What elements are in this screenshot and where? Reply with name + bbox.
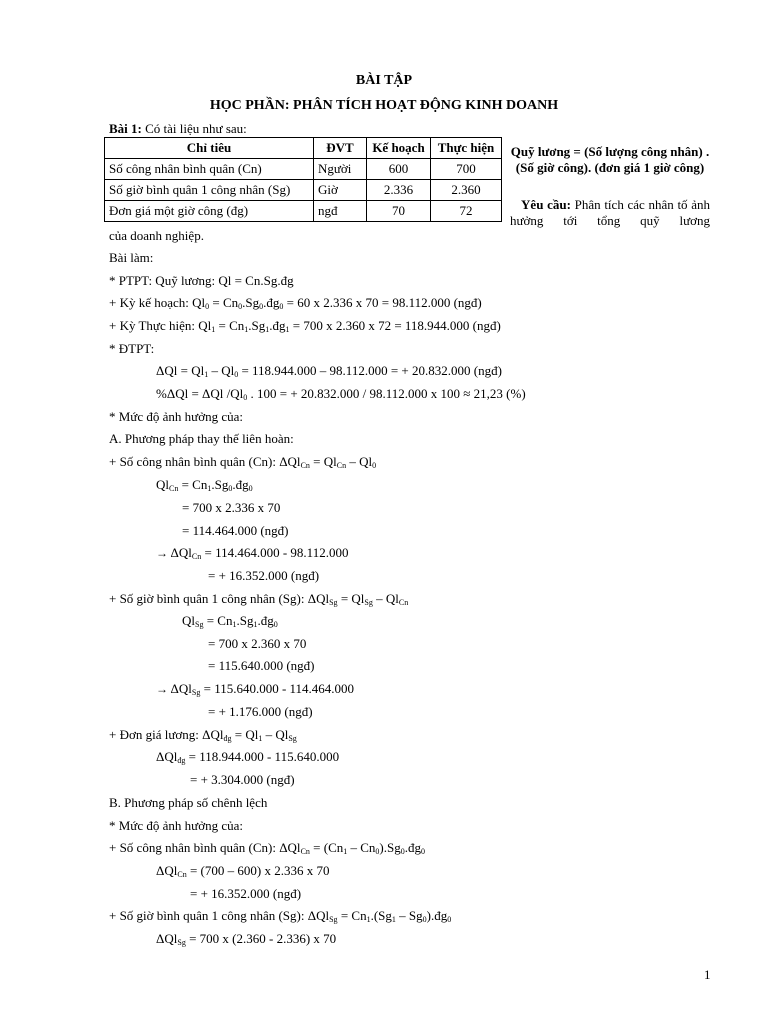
table-row — [105, 180, 502, 201]
muc-do-line: * Mức độ ảnh hưởng của: — [109, 409, 243, 424]
table-header-row — [105, 138, 502, 159]
b-sg-calc: ΔQl$_{Sg}$ = 700 x (2.360 - 2.336) x 70 — [156, 931, 337, 947]
intro-text: Có tài liệu như sau: — [145, 121, 247, 136]
sg-calc-2: = 115.640.000 (ngđ) — [208, 658, 315, 673]
method-b-heading: B. Phương pháp số chênh lệch — [109, 795, 268, 810]
table-cell: Giờ — [314, 180, 367, 201]
th-ke-hoach: Kế hoạch — [367, 138, 431, 159]
arrow-icon: → — [156, 682, 168, 696]
plan-result: = 60 x 2.336 x 70 = 98.112.000 (ngđ) — [283, 295, 482, 310]
cn-heading-text: + Số công nhân bình quân (Cn): — [109, 454, 280, 469]
plan-prefix: + Kỳ kế hoạch: Ql — [109, 295, 206, 310]
percent-result: . 100 = + 20.832.000 / 98.112.000 x 100 ≈ 21,23 (%) — [247, 386, 526, 401]
table-cell: Đơn giá một giờ công (đg) — [105, 201, 314, 222]
b-cn-heading: + Số công nhân bình quân (Cn): $\Delta Ql_{Cn} = (Cn_1$ – $Cn_0).Sg_0.đg_0$ — [109, 840, 425, 856]
sg-delta-result: = + 1.176.000 (ngđ) — [208, 704, 313, 719]
table-row — [105, 201, 502, 222]
table-cell: 72 — [431, 201, 502, 222]
actual-line: + Kỳ Thực hiện: $Ql_1$ = $Cn_1.Sg_1.đg_1 = 700$ x 2.360 x 72 = 118.944.000 (ngđ) — [109, 318, 501, 334]
doc-subtitle: HỌC PHẦN: PHÂN TÍCH HOẠT ĐỘNG KINH DOANH — [209, 98, 559, 113]
cn-delta: → ΔQl$_{Cn}$ = 114.464.000 - 98.112.000 — [156, 545, 349, 561]
dg-delta: ΔQl$_{đg}$ = 118.944.000 - 115.640.000 — [156, 749, 340, 765]
table-row — [105, 159, 502, 180]
requirement-continued: của doanh nghiệp. — [109, 228, 204, 243]
solution-heading: Bài làm: — [109, 250, 154, 265]
page-number: 1 — [704, 967, 711, 982]
table-cell: 2.360 — [431, 180, 502, 201]
sg-heading-text: + Số giờ bình quân 1 công nhân (Sg): — [109, 591, 308, 606]
dg-heading: + Đơn giá lương: $\Delta Ql_{đg} = Ql_1 - Ql_{Sg}$ — [109, 727, 297, 743]
intro-line — [109, 121, 247, 137]
method-a-heading: A. Phương pháp thay thế liên hoàn: — [109, 431, 294, 446]
ptpt-line: * PTPT: Quỹ lương: Ql = Cn.Sg.đg — [109, 273, 294, 288]
requirement-text: Phân tích các nhân tố ảnh hưởng tới tổng quỹ lương — [510, 197, 711, 228]
table-cell: Người — [314, 159, 367, 180]
dg-heading-text: + Đơn giá lương: — [109, 727, 203, 742]
actual-result: = 700 x 2.360 x 72 = 118.944.000 (ngđ) — [289, 318, 501, 333]
muc-do-b-line: * Mức độ ảnh hưởng của: — [109, 818, 243, 833]
delta-ql-result: = + 20.832.000 (ngđ) — [387, 363, 502, 378]
cn-delta-value: = 114.464.000 - 98.112.000 — [201, 545, 349, 560]
dtpt-line: * ĐTPT: — [109, 341, 155, 356]
sg-heading: + Số giờ bình quân 1 công nhân (Sg): $\Delta Ql_{Sg} = Ql_{Sg} - Ql_{Cn}$ — [109, 591, 409, 607]
sg-delta: → ΔQl$_{Sg}$ = 115.640.000 - 114.464.000 — [156, 681, 355, 697]
th-chi-tieu: Chỉ tiêu — [105, 138, 314, 159]
b-cn-result: = + 16.352.000 (ngđ) — [190, 886, 302, 901]
intro-label: Bài 1: — [109, 121, 142, 136]
th-dvt: ĐVT — [314, 138, 367, 159]
cn-formula: $Ql_{Cn}$ = $Cn_1.Sg_0.đg_0$ — [156, 477, 253, 493]
requirement-note — [510, 197, 710, 229]
b-sg-heading-text: + Số giờ bình quân 1 công nhân (Sg): — [109, 908, 308, 923]
cn-heading: + Số công nhân bình quân (Cn): $\Delta Ql_{Cn} = Ql_{Cn} - Ql_0$ — [109, 454, 377, 470]
dg-delta-result: = + 3.304.000 (ngđ) — [190, 772, 295, 787]
table-cell: Số giờ bình quân 1 công nhân (Sg) — [105, 180, 314, 201]
cn-calc-1: = 700 x 2.336 x 70 — [182, 500, 281, 515]
th-thuc-hien: Thực hiện — [431, 138, 502, 159]
formula-note: Quỹ lương = (Số lượng công nhân) . (Số giờ công). (đơn giá 1 giờ công) — [510, 144, 710, 175]
doc-title: BÀI TẬP — [355, 73, 413, 88]
sg-formula: $Ql_{Sg}$ = $Cn_1.Sg_1.đg_0$ — [182, 613, 278, 629]
table-cell: 600 — [367, 159, 431, 180]
table-cell: 70 — [367, 201, 431, 222]
b-cn-calc-value: = (700 – 600) x 2.336 x 70 — [186, 863, 330, 878]
requirement-label: Yêu cầu: — [521, 197, 571, 212]
dg-delta-value: = 118.944.000 - 115.640.000 — [185, 749, 340, 764]
cn-delta-result: = + 16.352.000 (ngđ) — [208, 568, 320, 583]
sg-delta-value: = 115.640.000 - 114.464.000 — [200, 681, 355, 696]
b-cn-heading-text: + Số công nhân bình quân (Cn): — [109, 840, 280, 855]
table-cell: ngđ — [314, 201, 367, 222]
table-cell: Số công nhân bình quân (Cn) — [105, 159, 314, 180]
arrow-icon: → — [156, 546, 168, 560]
b-sg-heading: + Số giờ bình quân 1 công nhân (Sg): $\Delta Ql_{Sg} = Cn_1.(Sg_1$ – $Sg_0).đg_0$ — [109, 908, 452, 924]
table-cell: 2.336 — [367, 180, 431, 201]
actual-prefix: + Kỳ Thực hiện: Ql — [109, 318, 212, 333]
cn-calc-2: = 114.464.000 (ngđ) — [182, 523, 289, 538]
b-cn-calc: ΔQl$_{Cn}$ = (700 – 600) x 2.336 x 70 — [156, 863, 330, 879]
delta-ql-mid: = 118.944.000 – 98.112.000 — [238, 363, 388, 378]
table-cell: 700 — [431, 159, 502, 180]
sg-calc-1: = 700 x 2.360 x 70 — [208, 636, 307, 651]
plan-line: + Kỳ kế hoạch: $Ql_0$ = $Cn_0.Sg_0.đg_0 = 60$ x 2.336 x 70 = 98.112.000 (ngđ) — [109, 295, 482, 311]
percent-line: %ΔQl = ΔQl $/Ql_0$ . 100 = + 20.832.000 / 98.112.000 x 100 ≈ 21,23 (%) — [156, 386, 526, 402]
percent-prefix: %ΔQl = ΔQl /Ql — [156, 386, 244, 401]
data-table — [104, 137, 502, 222]
b-sg-calc-value: = 700 x (2.360 - 2.336) x 70 — [185, 931, 337, 946]
delta-ql-line: $\Delta Ql = Ql_1 - Ql_0 = 118.944.000 - 98.112.000$ = + 20.832.000 (ngđ) — [156, 363, 502, 379]
